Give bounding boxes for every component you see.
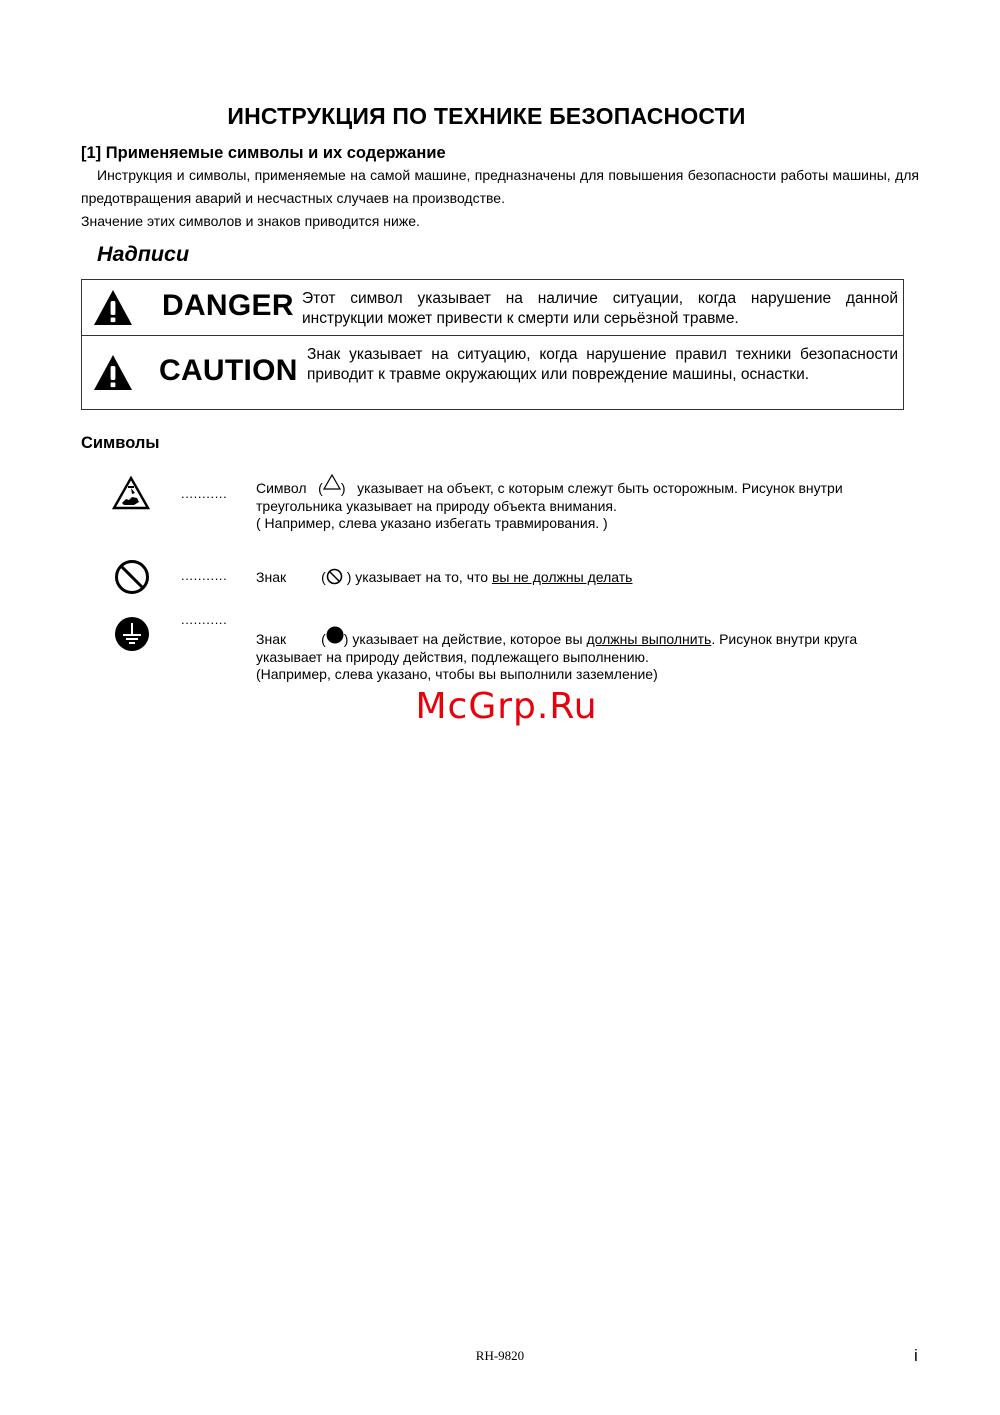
symbol-text-continued: . Рисунок внутри круга указывает на природу действия, подлежащего выполнению.	[256, 631, 858, 665]
leader-dots: ...........	[181, 612, 228, 627]
symbol-underlined-text: должны выполнить	[586, 631, 712, 647]
page-title: ИНСТРУКЦИЯ ПО ТЕХНИКЕ БЕЗОПАСНОСТИ	[227, 103, 746, 129]
symbol-description-caution	[256, 480, 910, 533]
paren-open: (	[321, 569, 326, 585]
paren-open: (	[321, 631, 326, 647]
intro-paragraph: Инструкция и символы, применяемые на самой машине, предназначены для повышения безопасности работы машины, для предотвращения аварий и несчастных случаев на производстве.	[81, 167, 919, 206]
paren-close: )	[346, 569, 352, 585]
watermark: McGrp.Ru	[415, 686, 598, 727]
symbol-text: указывает на то, что	[355, 569, 489, 585]
symbol-underlined-text: вы не должны делать	[491, 569, 633, 585]
danger-signal-word: DANGER	[162, 289, 294, 322]
symbol-example: ( Например, слева указано избегать травмирования. )	[256, 515, 608, 531]
hand-injury-triangle-icon	[112, 476, 150, 510]
danger-description: Этот символ указывает на наличие ситуации, когда нарушение данной инструкции может привести к смерти или серьёзной травме.	[302, 290, 898, 327]
prohibition-icon	[114, 559, 150, 595]
paren-open: (	[318, 480, 323, 496]
symbol-description-prohibition	[256, 569, 910, 587]
warning-table	[81, 279, 904, 410]
prohibition-small-icon	[326, 568, 343, 585]
symbol-lead: Знак	[256, 631, 287, 647]
symbol-lead: Символ	[256, 480, 307, 496]
ground-circle-icon	[114, 616, 150, 652]
warning-triangle-icon	[92, 288, 134, 328]
symbol-description-mandatory	[256, 631, 910, 684]
footer-page-number: i	[914, 1346, 918, 1365]
paren-close: )	[343, 631, 349, 647]
triangle-outline-icon	[323, 474, 341, 490]
inscriptions-heading: Надписи	[97, 242, 190, 266]
section-heading: [1] Применяемые символы и их содержание	[81, 144, 446, 162]
danger-row	[82, 280, 903, 336]
symbol-text: указывает на объект, с которым слежут быть осторожным. Рисунок внутри треугольника указывает на природу объекта внимания.	[256, 480, 843, 514]
caution-signal-word: CAUTION	[159, 354, 298, 387]
leader-dots: ...........	[181, 486, 228, 501]
paren-close: )	[340, 480, 346, 496]
symbol-example: (Например, слева указано, чтобы вы выполнили заземление)	[256, 666, 658, 682]
symbol-lead: Знак	[256, 569, 287, 585]
caution-description: Знак указывает на ситуацию, когда нарушение правил техники безопасности приводит к травме окружающих или повреждение машины, оснастки.	[307, 346, 898, 383]
footer-model-number: RH-9820	[475, 1348, 525, 1363]
symbols-heading: Символы	[81, 434, 160, 452]
symbol-text: указывает на действие, которое вы	[352, 631, 583, 647]
filled-circle-icon	[326, 626, 344, 644]
leader-dots: ...........	[181, 568, 228, 583]
warning-triangle-icon	[92, 353, 134, 393]
caution-row	[82, 336, 903, 409]
meaning-paragraph: Значение этих символов и знаков приводится ниже.	[81, 213, 420, 229]
